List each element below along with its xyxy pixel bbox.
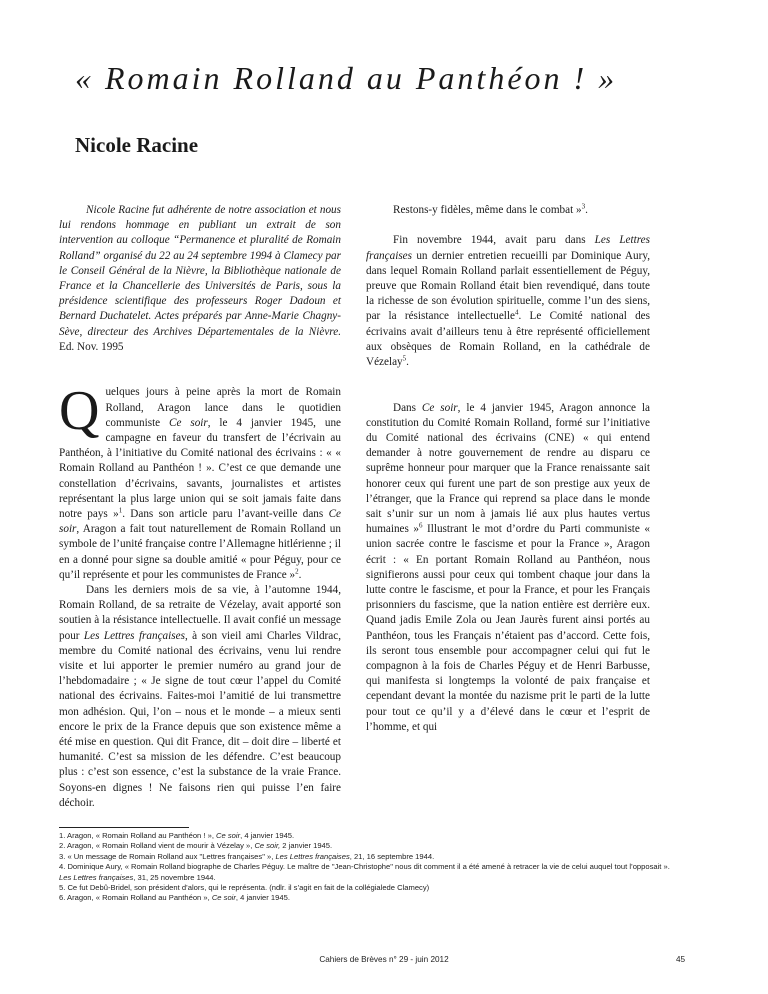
page-number: 45: [676, 955, 686, 964]
body-text: .: [298, 568, 302, 581]
footnote-ref: 3: [581, 202, 586, 211]
footnotes: [59, 831, 679, 904]
body-text: uelques jours à peine après la mort de Romain Rolland, Aragon lance dans le quotidien communiste: [105, 386, 341, 429]
footnote-italic: Les Lettres françaises: [275, 851, 350, 861]
footnote-ref: 1: [118, 506, 123, 515]
body-paragraph-4: [366, 401, 650, 735]
footnote-divider: [59, 827, 189, 828]
footnote-ref: 5: [402, 354, 407, 363]
drop-cap: Q: [59, 380, 100, 443]
body-paragraph-3: [366, 233, 650, 370]
body-text: , le 4 janvier 1945, Aragon annonce la constitution du Comité Romain Rolland, formé sur l’initiative du Comité national des écrivains (CNE) « qui entend demander à notre gouvernement de rendre au disparu ce suprême honneur pour marquer que la France renaissante sait honorer ceux qui furent une part de son prestige aux yeux de l’étranger, que la France qui reprend sa place dans le monde sait s’unir sur un nom à jamais lié aux plus hautes vertus humaines »: [366, 401, 650, 536]
footnote-text: , 4 janvier 1945.: [235, 893, 290, 903]
article-author: Nicole Racine: [75, 133, 199, 157]
body-text-italic: Ce soir: [59, 508, 341, 536]
footnote-italic: Ce soir,: [254, 841, 281, 851]
footnote-4: [59, 862, 679, 883]
body-text: , Aragon a fait tout naturellement de Romain Rolland un symbole de l’unité française contre l’Allemagne hitlérienne ; il en a donné pour signe sa double amitié « pour Péguy, pour ce qu’il représente et pour les communistes de France »: [59, 523, 341, 581]
body-text: .: [406, 356, 409, 369]
journal-name: Cahiers de Brèves n° 29 - juin 2012: [319, 955, 449, 964]
body-text-italic: Les Lettres françaises: [366, 234, 650, 262]
footnote-3: [59, 852, 679, 862]
article-title: « Romain Rolland au Panthéon ! »: [75, 60, 618, 96]
body-text: un dernier entretien recueilli par Dominique Aury, dans lequel Romain Rolland parlait essentiellement de Péguy, preuve que Romain Rolland était bien revendiqué, dans toute la richesse de son évolution spirituelle, comme l’un des siens, par la résistance intellectuelle: [366, 249, 650, 323]
footnote-6: [59, 893, 679, 903]
body-paragraph-2: [59, 583, 341, 811]
footnote-text: 3. « Un message de Romain Rolland aux "Lettres françaises" »,: [59, 851, 276, 861]
left-column: [59, 203, 341, 811]
intro-edition: Ed. Nov. 1995: [59, 340, 124, 353]
body-text: Illustrant le mot d’ordre du Parti communiste « union sacrée contre le fascisme et pour la France », Aragon écrit : « En portant Romain Rolland au Panthéon, nous signifierons aussi pour ceux qui tombent chaque jour dans la lutte contre le fascisme, et pour la France, et pour les Français prisonniers du fascisme, que la nation entière est derrière eux. Quand jadis Emile Zola ou Jean Jaurès furent ainsi portés au Panthéon, tous les Français n’étaient pas d’accord. Cette fois, ils seront tous ensemble pour accompagner celui qui fut le compagnon à la fois de Charles Péguy et de Henri Barbusse, qui manifesta si longtemps la volonté de paix française et cependant devant la montée du nazisme prit le parti de la lutte pour tout ce qu’il y a d’élevé dans le cœur et l’esprit de l’homme, et qui: [366, 523, 650, 733]
body-text-italic: Les Lettres françaises: [83, 629, 185, 642]
intro-text: Nicole Racine fut adhérente de notre association et nous lui rendons hommage en publiant un extrait de son intervention au colloque “Permanence et pluralité de Romain Rolland” organisé du 22 au 24 septembre 1994 à Clamecy par le Conseil Général de la Nièvre, la Bibliothèque nationale de France et la Chancellerie des Universités de Paris, sous la présidence scientifique des professeurs Roger Dadoun et Bernard Duchatelet. Actes préparés par Anne-Marie Chagny-Sève, directeur des Archives Départementales de la Nièvre.: [59, 204, 341, 338]
footnote-2: [59, 841, 679, 851]
quote-end: [366, 203, 650, 218]
body-text-italic: Ce soir: [169, 416, 208, 429]
footnote-italic: Les Lettres françaises: [59, 872, 134, 882]
body-text: .: [585, 204, 588, 216]
footnote-text: 2. Aragon, « Romain Rolland vient de mourir à Vézelay »,: [59, 841, 255, 851]
body-text: Dans les derniers mois de sa vie, à l’automne 1944, Romain Rolland, de sa retraite de Vézelay, avait apporté son soutien à la résistance intellectuelle. Il avait confié un message pour: [59, 584, 341, 642]
right-column: [366, 203, 650, 735]
body-text-italic: Ce soir: [421, 401, 458, 414]
footnote-text: , 31, 25 novembre 1944.: [133, 872, 216, 882]
footnote-1: [59, 831, 679, 841]
footnote-italic: Ce soir: [216, 831, 241, 840]
footnote-text: 1. Aragon, « Romain Rolland au Panthéon ! »,: [59, 831, 217, 840]
body-paragraph-1: [59, 380, 341, 583]
footnote-ref: 6: [418, 521, 423, 530]
footnote-ref: 2: [295, 567, 299, 576]
intro-paragraph: [59, 203, 341, 355]
footnote-text: 4. Dominique Aury, « Romain Rolland biographe de Charles Péguy. Le maître de "Jean-Christophe" nous dit comment il a été amené à retracer la vie de celui auquel tout l’opposait ».: [59, 862, 670, 872]
body-text: Dans: [393, 401, 422, 414]
body-text: , le 4 janvier 1945, une campagne en faveur du transfert de l’écrivain au Panthéon, à l’initiative du Comité national des écrivains : « « Romain Rolland au Panthéon ! ». C’est ce que demande une constellation d’écrivains, savants, journalistes et artistes représentant la plus large union qui se soit jamais faite dans notre pays »: [59, 416, 341, 521]
footnote-italic: Ce soir: [211, 893, 236, 903]
body-text: Fin novembre 1944, avait paru dans: [393, 234, 595, 247]
footnote-text: 2 janvier 1945.: [280, 841, 333, 851]
footnote-text: 6. Aragon, « Romain Rolland au Panthéon »,: [59, 893, 212, 903]
body-text: Restons-y fidèles, même dans le combat »: [393, 204, 582, 216]
footnote-5: [59, 883, 679, 893]
footnote-ref: 4: [515, 308, 519, 317]
body-text: . Dans son article paru l’avant-veille dans: [122, 508, 329, 521]
footnote-text: , 4 janvier 1945.: [240, 831, 295, 840]
body-text: . Le Comité national des écrivains avait d’ailleurs tenu à être représenté officiellement aux obsèques de Romain Rolland, en la cathédrale de Vézelay: [366, 310, 650, 369]
footnote-text: 5. Ce fut Debû-Bridel, son président d’alors, qui le représenta. (ndlr. il s’agit en fait de la collégialede Clamecy): [59, 883, 430, 893]
footnote-text: , 21, 16 septembre 1944.: [349, 851, 435, 861]
body-text: , à son vieil ami Charles Vildrac, membre du Comité national des écrivains, venu lui rendre visite et lui apporter le premier numéro au grand jour de l’hebdomadaire ; « Je signe de tout cœur l’appel du Comité national des écrivains. Faites-moi l’amitié de lui transmettre mon adhésion. Qui, l’on – nous et le monde – a mieux senti encore le prix de la France depuis que son existence même a été mise en question. Qui dit France, dit – doit dire – liberté et humanité. C’est sa mission de les défendre. C’est beaucoup plus : c’est son essence, c’est la substance de la vraie France. Soyons-en dignes ! Ne faisons rien qui puisse l’en faire déchoir.: [59, 629, 341, 809]
